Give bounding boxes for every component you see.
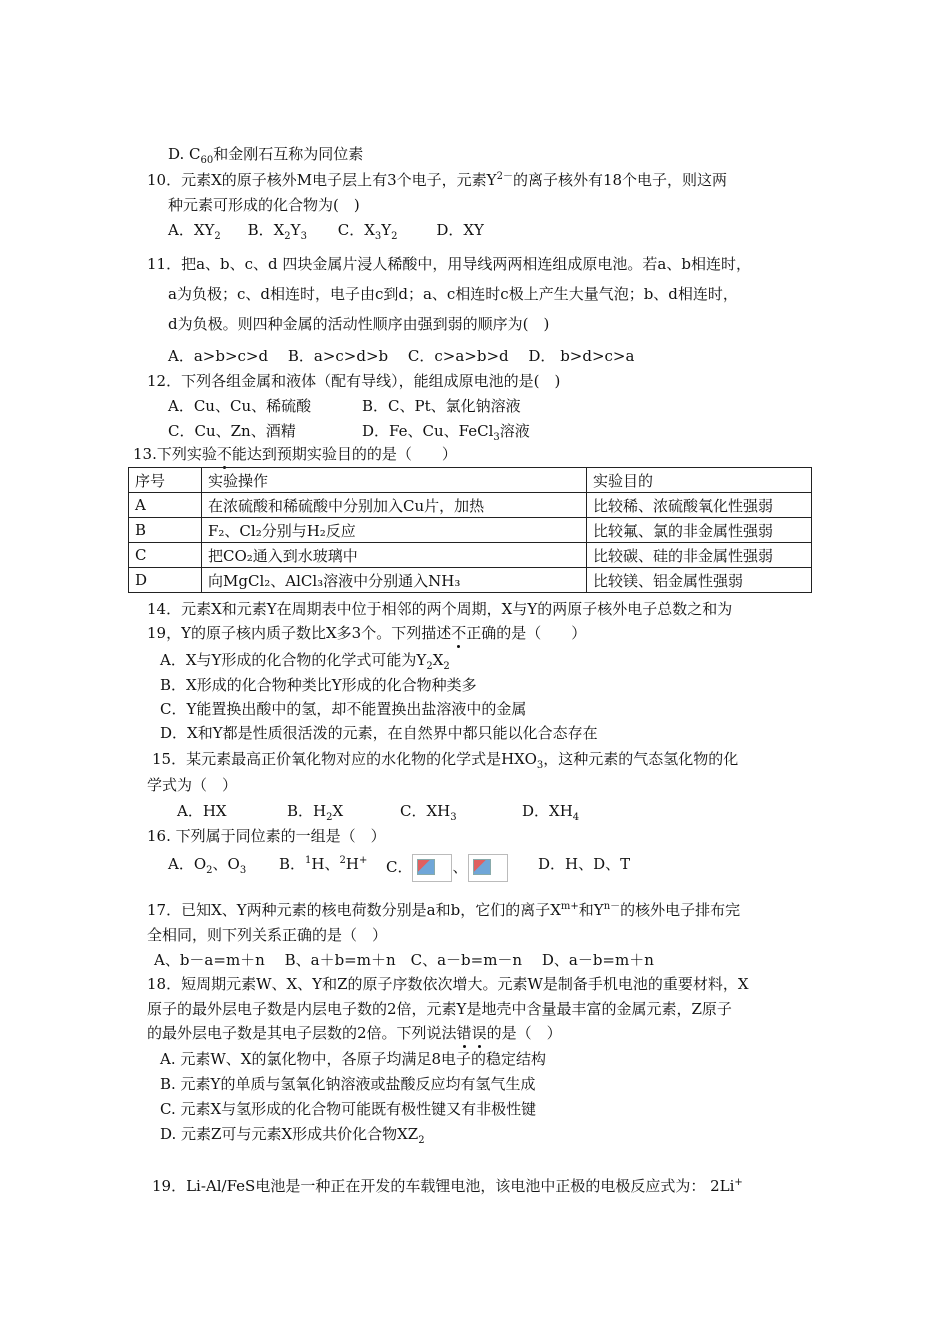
table-cell: F₂、Cl₂分别与H₂反应 xyxy=(202,518,587,543)
q16-option-a: A．$O_2$、$O_3$ xyxy=(168,855,247,876)
q18-stem-line3: 的最外层电子数是其电子层数的2倍。下列说法错误的是（ ） xyxy=(147,1024,562,1042)
q18-option-a: A. 元素W、X的氯化物中，各原子均满足8电子的稳定结构 xyxy=(160,1050,547,1068)
q15-option-d: D．$XH_4$ xyxy=(522,802,580,823)
table-cell: B xyxy=(129,518,202,543)
q18-option-c: C. 元素X与氢形成的化合物可能既有极性键又有非极性键 xyxy=(160,1100,537,1118)
q14-stem-line1: 14．元素X和元素Y在周期表中位于相邻的两个周期，X与Y的两原子核外电子总数之和为 xyxy=(147,600,733,618)
q14-option-d: D．X和Y都是性质很活泼的元素，在自然界中都只能以化合态存在 xyxy=(160,724,598,742)
q15-option-a: A．HX xyxy=(177,802,227,820)
q12-option-a: A．Cu、Cu、稀硫酸 xyxy=(168,397,312,415)
table-cell: 比较镁、铝金属性强弱 xyxy=(587,568,812,593)
q17-stem-line1: 17．已知X、Y两种元素的核电荷数分别是a和b，它们的离子$X^{m+}$和$Y^{n-}$的核外电子排布完 xyxy=(147,901,741,919)
q17-options: A、b－a=m＋n B、a＋b=m＋n C、a－b=m－n D、a－b=m＋n xyxy=(154,951,654,969)
table-cell: 把CO₂通入到水玻璃中 xyxy=(202,543,587,568)
table-cell: 在浓硫酸和稀硫酸中分别加入Cu片，加热 xyxy=(202,493,587,518)
q14-stem-line2: 19，Y的原子核内质子数比X多3个。下列描述不正确的是（ ） xyxy=(147,624,587,642)
q10-stem-line2: 种元素可形成的化合物为( ) xyxy=(168,196,360,214)
q11-options: A．a>b>c>d B．a>c>d>b C．c>a>b>d D． b>d>c>a xyxy=(168,347,635,365)
q13-stem: 13.下列实验不能达到预期实验目的的是（ ） xyxy=(133,445,457,463)
table-cell: A xyxy=(129,493,202,518)
table-cell: 比较稀、浓硫酸氧化性强弱 xyxy=(587,493,812,518)
q12-option-c: C．Cu、Zn、酒精 xyxy=(168,422,296,440)
q17-stem-line2: 全相同，则下列关系正确的是（ ） xyxy=(147,926,388,944)
table-cell: D xyxy=(129,568,202,593)
q12-option-d: D．Fe、Cu、FeCl$_3$溶液 xyxy=(362,422,530,443)
q11-stem-line2: a为负极；c、d相连时，电子由c到d；a、c相连时c极上产生大量气泡；b、d相连时， xyxy=(168,285,738,303)
broken-image-icon xyxy=(412,854,452,882)
q15-option-c: C．$XH_3$ xyxy=(400,802,457,823)
q18-stem-line2: 原子的最外层电子数是内层电子数的2倍，元素Y是地壳中含量最丰富的金属元素，Z原子 xyxy=(147,1000,732,1018)
table-header-cell: 实验目的 xyxy=(587,468,812,493)
table-row xyxy=(129,543,812,568)
table-row xyxy=(129,568,812,593)
q11-stem-line3: d为负极。则四种金属的活动性顺序由强到弱的顺序为( ) xyxy=(168,315,550,333)
table-header-cell: 实验操作 xyxy=(202,468,587,493)
q16-option-d: D．H、D、T xyxy=(538,855,631,873)
table-header-cell: 序号 xyxy=(129,468,202,493)
table-row xyxy=(129,518,812,543)
q12-option-b: B．C、Pt、氯化钠溶液 xyxy=(362,397,521,415)
table-row xyxy=(129,493,812,518)
q13-table xyxy=(128,467,812,593)
table-header-row xyxy=(129,468,812,493)
q10-options: A．$XY_2$ B．$X_2Y_3$ C．$X_3Y_2$ D．XY xyxy=(168,221,484,242)
q12-stem: 12．下列各组金属和液体（配有导线），能组成原电池的是( ) xyxy=(147,372,561,390)
q10-stem-line1: 10．元素X的原子核外M电子层上有3个电子，元素$Y^{2-}$的离子核外有18个电子，则这两 xyxy=(147,171,728,189)
q14-option-c: C．Y能置换出酸中的氢，却不能置换出盐溶液中的金属 xyxy=(160,700,527,718)
table-cell: 向MgCl₂、AlCl₃溶液中分别通入NH₃ xyxy=(202,568,587,593)
table-cell: 比较碳、硅的非金属性强弱 xyxy=(587,543,812,568)
q15-stem-line1: 15．某元素最高正价氧化物对应的水化物的化学式是$HXO_3$，这种元素的气态氢化物的化 xyxy=(152,750,739,771)
q15-stem-line2: 学式为（ ） xyxy=(147,776,238,794)
q16-option-c: C． 、 xyxy=(386,854,508,882)
q14-option-a: A．X与Y形成的化合物的化学式可能为$Y_2X_2$ xyxy=(160,651,450,672)
q16-stem: 16. 下列属于同位素的一组是（ ） xyxy=(147,827,386,845)
q18-option-d: D. 元素Z可与元素X形成共价化合物$XZ_2$ xyxy=(160,1125,425,1146)
q11-stem-line1: 11．把a、b、c、d 四块金属片浸人稀酸中，用导线两两相连组成原电池。若a、b相连时， xyxy=(147,255,751,273)
q15-option-b: B．$H_2X$ xyxy=(287,802,344,823)
table-cell: 比较氟、氯的非金属性强弱 xyxy=(587,518,812,543)
q18-stem-line1: 18．短周期元素W、X、Y和Z的原子序数依次增大。元素W是制备手机电池的重要材料，X xyxy=(147,975,749,993)
q14-option-b: B．X形成的化合物种类比Y形成的化合物种类多 xyxy=(160,676,477,694)
table-cell: C xyxy=(129,543,202,568)
q19-stem: 19．Li-Al/FeS电池是一种正在开发的车载锂电池，该电池中正极的电极反应式为： 2Li+ xyxy=(152,1177,743,1195)
broken-image-icon xyxy=(468,854,508,882)
q18-option-b: B. 元素Y的单质与氢氧化钠溶液或盐酸反应均有氢气生成 xyxy=(160,1075,536,1093)
q9-option-d: D. $C_{60}$和金刚石互称为同位素 xyxy=(168,145,364,166)
q16-option-b: B．$^1$H、$^2$H+ xyxy=(279,855,368,873)
